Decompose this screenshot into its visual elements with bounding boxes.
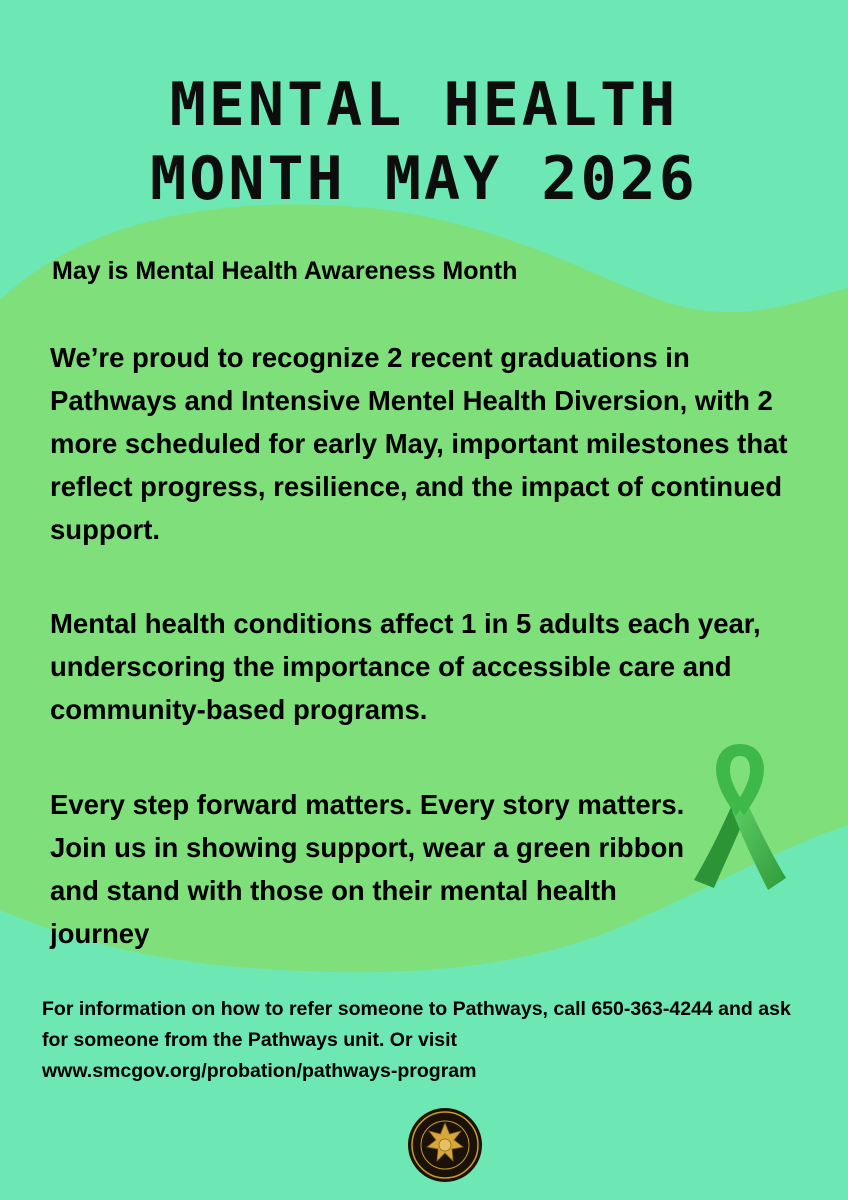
title-line-2: MONTH MAY 2026	[150, 144, 698, 214]
poster-title	[0, 68, 848, 216]
intro-heading: May is Mental Health Awareness Month	[52, 257, 518, 285]
referral-info: For information on how to refer someone to Pathways, call 650-363-4244 and ask for someone from the Pathways unit. Or visit www.smcgov.org/probation/pathways-program	[42, 998, 791, 1082]
statistics-paragraph: Mental health conditions affect 1 in 5 adults each year, underscoring the importance of accessible care and community-based programs.	[50, 608, 761, 725]
title-line-1: MENTAL HEALTH	[169, 70, 679, 140]
graduations-paragraph: We’re proud to recognize 2 recent graduations in Pathways and Intensive Mentel Health Diversion, with 2 more scheduled for early May, important milestones that reflect progress, resilience, and the impact of continued support.	[50, 342, 788, 545]
probation-badge-icon	[407, 1107, 483, 1183]
call-to-action-paragraph: Every step forward matters. Every story matters. Join us in showing support, wear a green ribbon and stand with those on their mental health journey	[50, 789, 685, 949]
green-ribbon-icon	[690, 738, 790, 898]
